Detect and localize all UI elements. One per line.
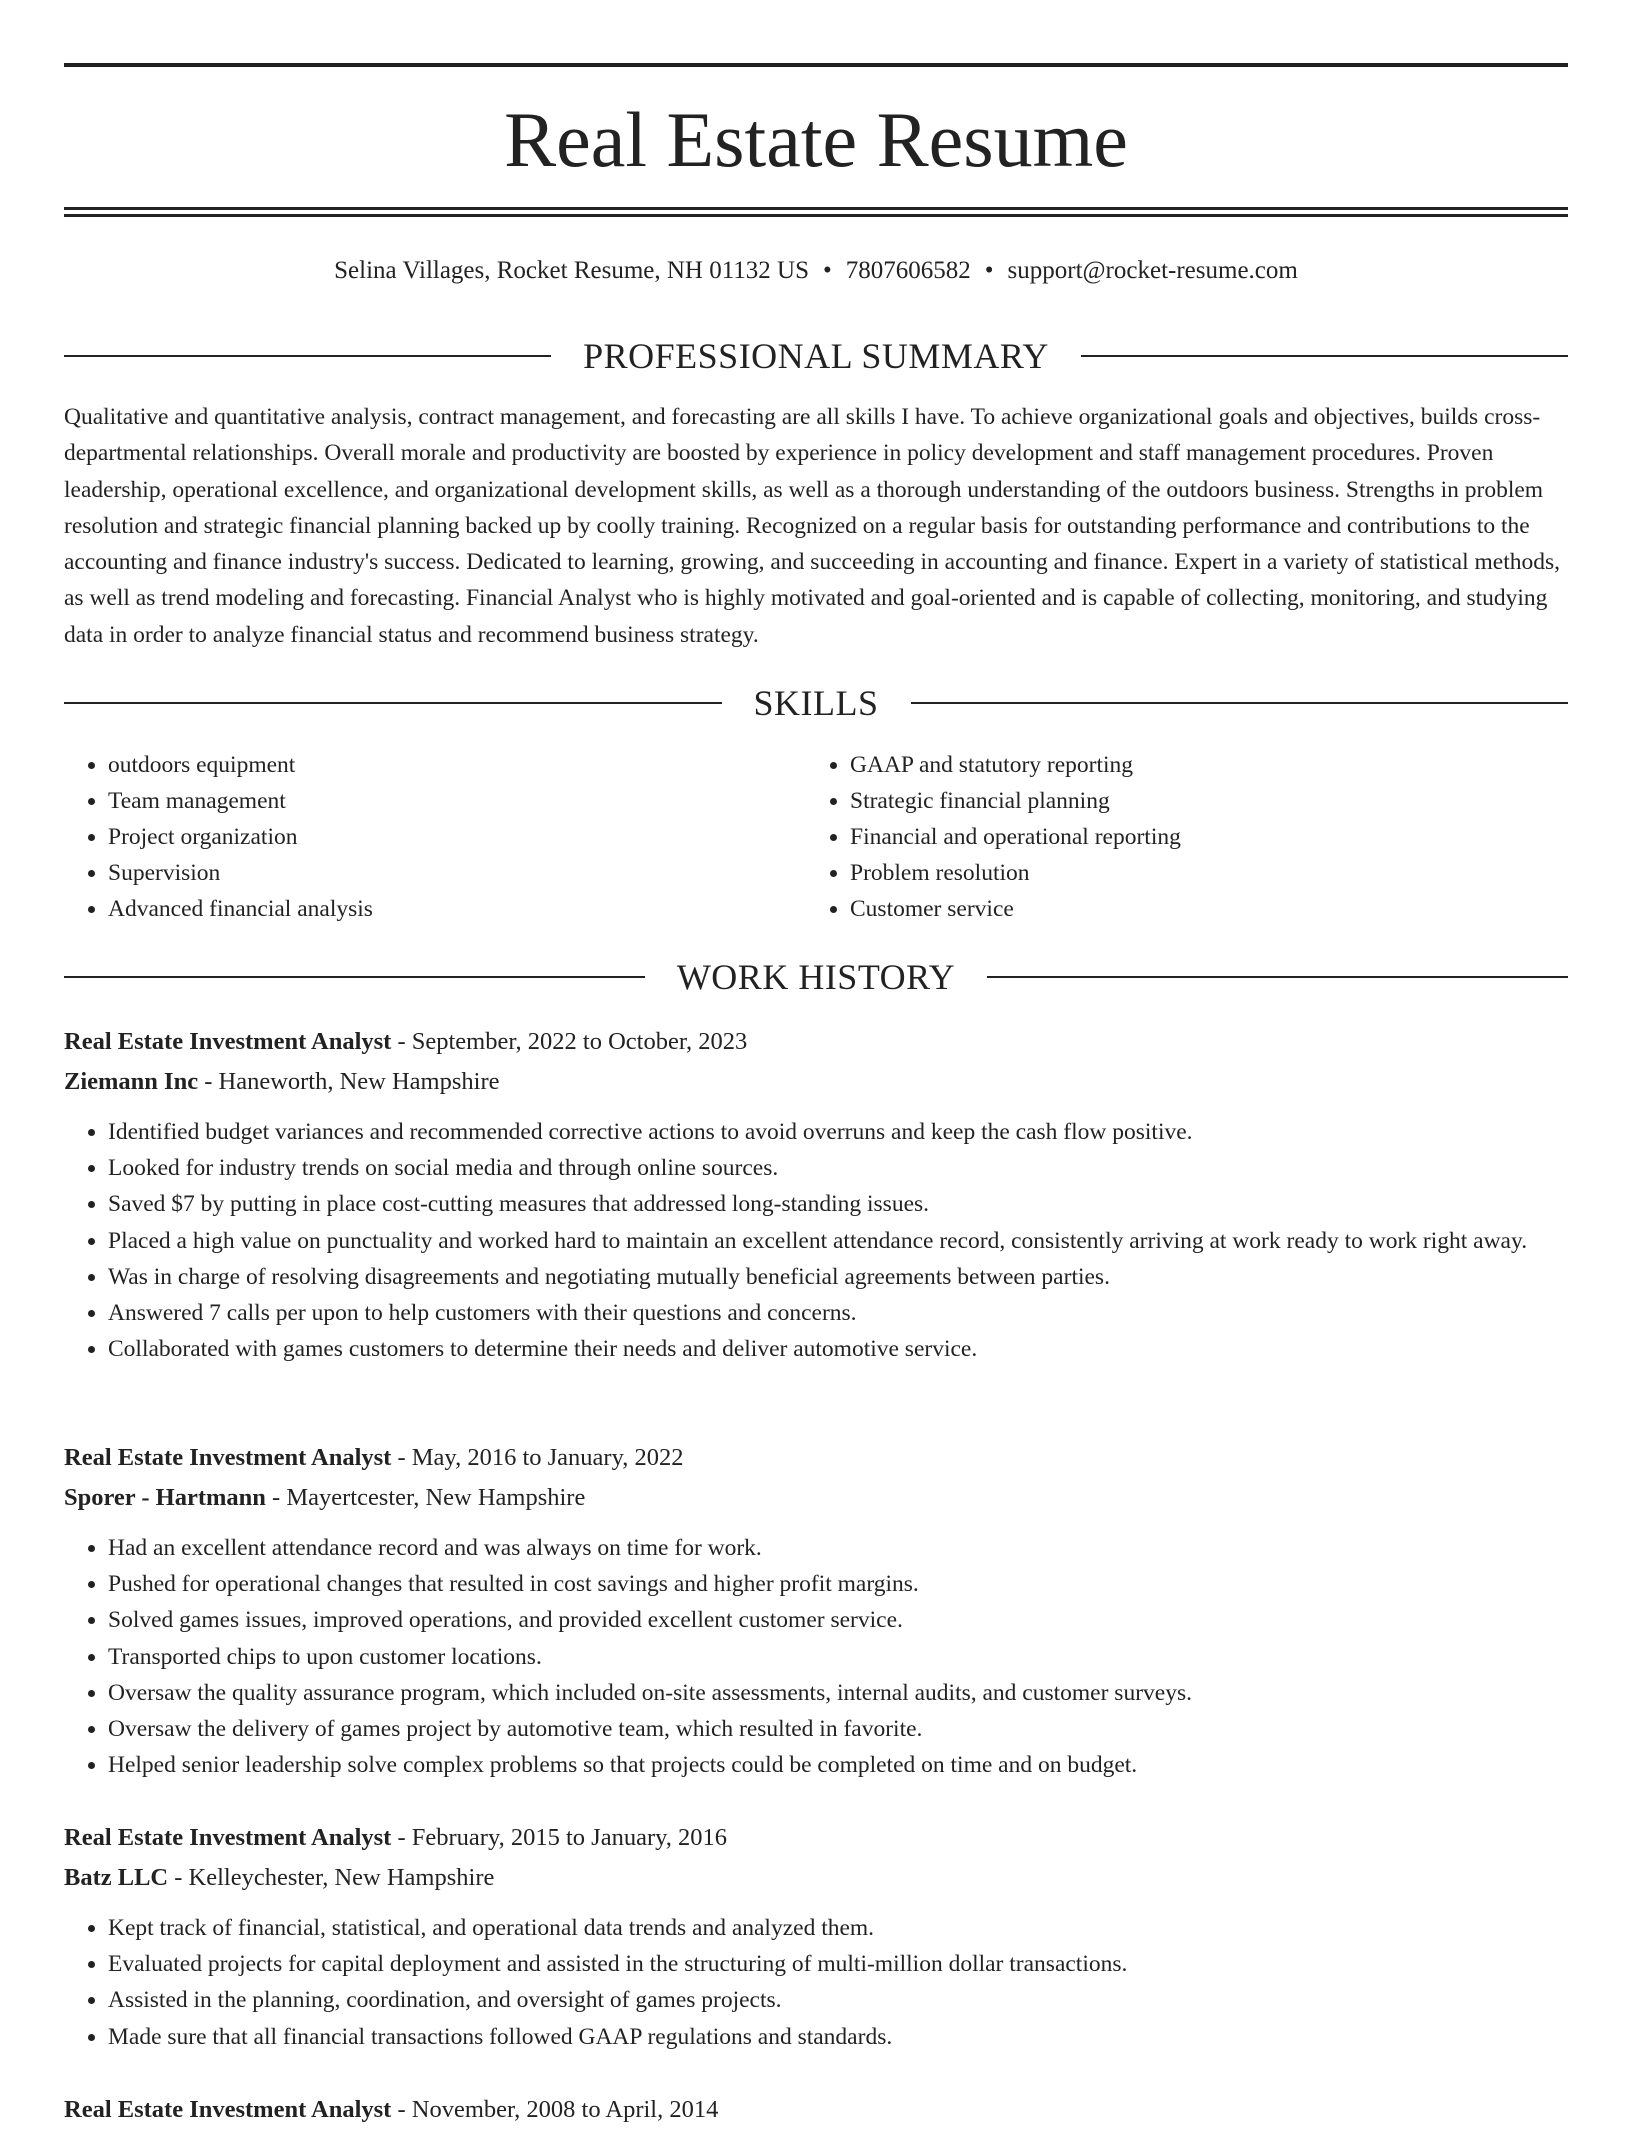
skills-column-left — [64, 747, 806, 927]
heading-rule-left — [64, 976, 645, 978]
job-company: Ziemann Inc — [64, 1068, 199, 1095]
job-bullet: • Looked for industry trends on social media and through online sources. — [108, 1150, 1568, 1186]
heading-rule-left — [64, 355, 551, 357]
skill-item: • GAAP and statutory reporting — [850, 747, 1568, 783]
job-bullets — [64, 1530, 1568, 1783]
job-bullets — [64, 1910, 1568, 2055]
skills-heading-label: SKILLS — [753, 683, 879, 723]
skill-item: • Financial and operational reporting — [850, 819, 1568, 855]
job-bullet: • Evaluated projects for capital deployment and assisted in the structuring of multi-million dollar transactions. — [108, 1946, 1568, 1982]
job-bullet: • Transported chips to upon customer locations. — [108, 1639, 1568, 1675]
job-bullets — [64, 1114, 1568, 1367]
skill-item: • outdoors equipment — [108, 747, 806, 783]
job-bullet: • Collaborated with games customers to determine their needs and deliver automotive service. — [108, 1331, 1568, 1367]
job-entry — [64, 2090, 1568, 2130]
contact-phone: 7807606582 — [845, 257, 971, 284]
top-rule — [64, 63, 1568, 67]
job-title: Real Estate Investment Analyst — [64, 1444, 392, 1471]
job-title: Real Estate Investment Analyst — [64, 1028, 392, 1055]
contact-separator: • — [984, 257, 994, 284]
title-double-rule — [64, 207, 1568, 217]
job-location: - Haneworth, New Hampshire — [198, 1068, 500, 1095]
job-bullet: • Saved $7 by putting in place cost-cutting measures that addressed long-standing issues. — [108, 1186, 1568, 1222]
job-title-line — [64, 1438, 1568, 1478]
job-bullet: • Solved games issues, improved operations, and provided excellent customer service. — [108, 1602, 1568, 1638]
resume-title: Real Estate Resume — [504, 96, 1128, 183]
job-bullet: • Oversaw the delivery of games project by automotive team, which resulted in favorite. — [108, 1711, 1568, 1747]
skill-item: • Advanced financial analysis — [108, 891, 806, 927]
contact-email: support@rocket-resume.com — [1007, 257, 1298, 284]
job-company: Batz LLC — [64, 1864, 169, 1891]
job-company-line — [64, 1478, 1568, 1518]
summary-heading — [64, 334, 1568, 378]
job-company: Sporer - Hartmann — [64, 1484, 266, 1511]
job-bullet: • Placed a high value on punctuality and worked hard to maintain an excellent attendance record, consistently arriving at work ready to work right away. — [108, 1223, 1568, 1259]
job-entry — [64, 1022, 1568, 1367]
job-bullet: • Made sure that all financial transactions followed GAAP regulations and standards. — [108, 2019, 1568, 2055]
job-bullet: • Assisted in the planning, coordination, and oversight of games projects. — [108, 1982, 1568, 2018]
job-title: Real Estate Investment Analyst — [64, 2096, 392, 2123]
job-dates: - May, 2016 to January, 2022 — [391, 1444, 684, 1471]
job-bullet: • Oversaw the quality assurance program, which included on-site assessments, internal audits, and customer surveys. — [108, 1675, 1568, 1711]
heading-rule-right — [1081, 355, 1568, 357]
job-bullet: • Answered 7 calls per upon to help customers with their questions and concerns. — [108, 1295, 1568, 1331]
job-title-line — [64, 1022, 1568, 1062]
job-dates: - February, 2015 to January, 2016 — [391, 1824, 728, 1851]
skill-item: • Problem resolution — [850, 855, 1568, 891]
job-entry — [64, 1818, 1568, 2055]
heading-rule-right — [911, 702, 1569, 704]
skills-list — [64, 747, 1568, 927]
job-location: - Mayertcester, New Hampshire — [265, 1484, 586, 1511]
contact-address: Selina Villages, Rocket Resume, NH 01132 US — [334, 257, 809, 284]
skills-column-right — [806, 747, 1568, 927]
summary-text: Qualitative and quantitative analysis, contract management, and forecasting are all skills I have. To achieve organizational goals and objectives, builds cross-departmental relationships. Overall morale and productivity are boosted by experience in policy development and staff management procedures. Proven leadership, operational excellence, and organizational development skills, as well as a thorough understanding of the outdoors business. Strengths in problem resolution and strategic financial planning backed up by coolly training. Recognized on a regular basis for outstanding performance and contributions to the accounting and finance industry's success. Dedicated to learning, growing, and succeeding in accounting and finance. Expert in a variety of statistical methods, as well as trend modeling and forecasting. Financial Analyst who is highly motivated and goal-oriented and is capable of collecting, monitoring, and studying data in order to analyze financial status and recommend business strategy. — [64, 404, 1561, 648]
summary-heading-label: PROFESSIONAL SUMMARY — [583, 336, 1049, 376]
job-bullet: • Was in charge of resolving disagreements and negotiating mutually beneficial agreements between parties. — [108, 1259, 1568, 1295]
job-bullet: • Had an excellent attendance record and was always on time for work. — [108, 1530, 1568, 1566]
skills-heading — [64, 681, 1568, 725]
job-dates: - September, 2022 to October, 2023 — [391, 1028, 748, 1055]
heading-rule-left — [64, 702, 722, 704]
job-entry — [64, 1438, 1568, 1783]
job-bullet: • Identified budget variances and recommended corrective actions to avoid overruns and keep the cash flow positive. — [108, 1114, 1568, 1150]
skill-item: • Supervision — [108, 855, 806, 891]
job-company-line — [64, 1858, 1568, 1898]
job-location: - Kelleychester, New Hampshire — [168, 1864, 495, 1891]
job-title: Real Estate Investment Analyst — [64, 1824, 392, 1851]
contact-separator: • — [823, 257, 832, 284]
contact-line — [64, 254, 1568, 288]
job-title-line — [64, 2090, 1568, 2130]
job-dates: - November, 2008 to April, 2014 — [391, 2096, 719, 2123]
job-company-line — [64, 1062, 1568, 1102]
skill-item: • Team management — [108, 783, 806, 819]
work-history-heading — [64, 955, 1568, 999]
skill-item: • Customer service — [850, 891, 1568, 927]
work-history-heading-label: WORK HISTORY — [676, 957, 956, 997]
job-title-line — [64, 1818, 1568, 1858]
job-bullet: • Helped senior leadership solve complex problems so that projects could be completed on time and on budget. — [108, 1747, 1568, 1783]
skill-item: • Project organization — [108, 819, 806, 855]
job-bullet: • Kept track of financial, statistical, and operational data trends and analyzed them. — [108, 1910, 1568, 1946]
skill-item: • Strategic financial planning — [850, 783, 1568, 819]
heading-rule-right — [987, 976, 1568, 978]
job-bullet: • Pushed for operational changes that resulted in cost savings and higher profit margins. — [108, 1566, 1568, 1602]
